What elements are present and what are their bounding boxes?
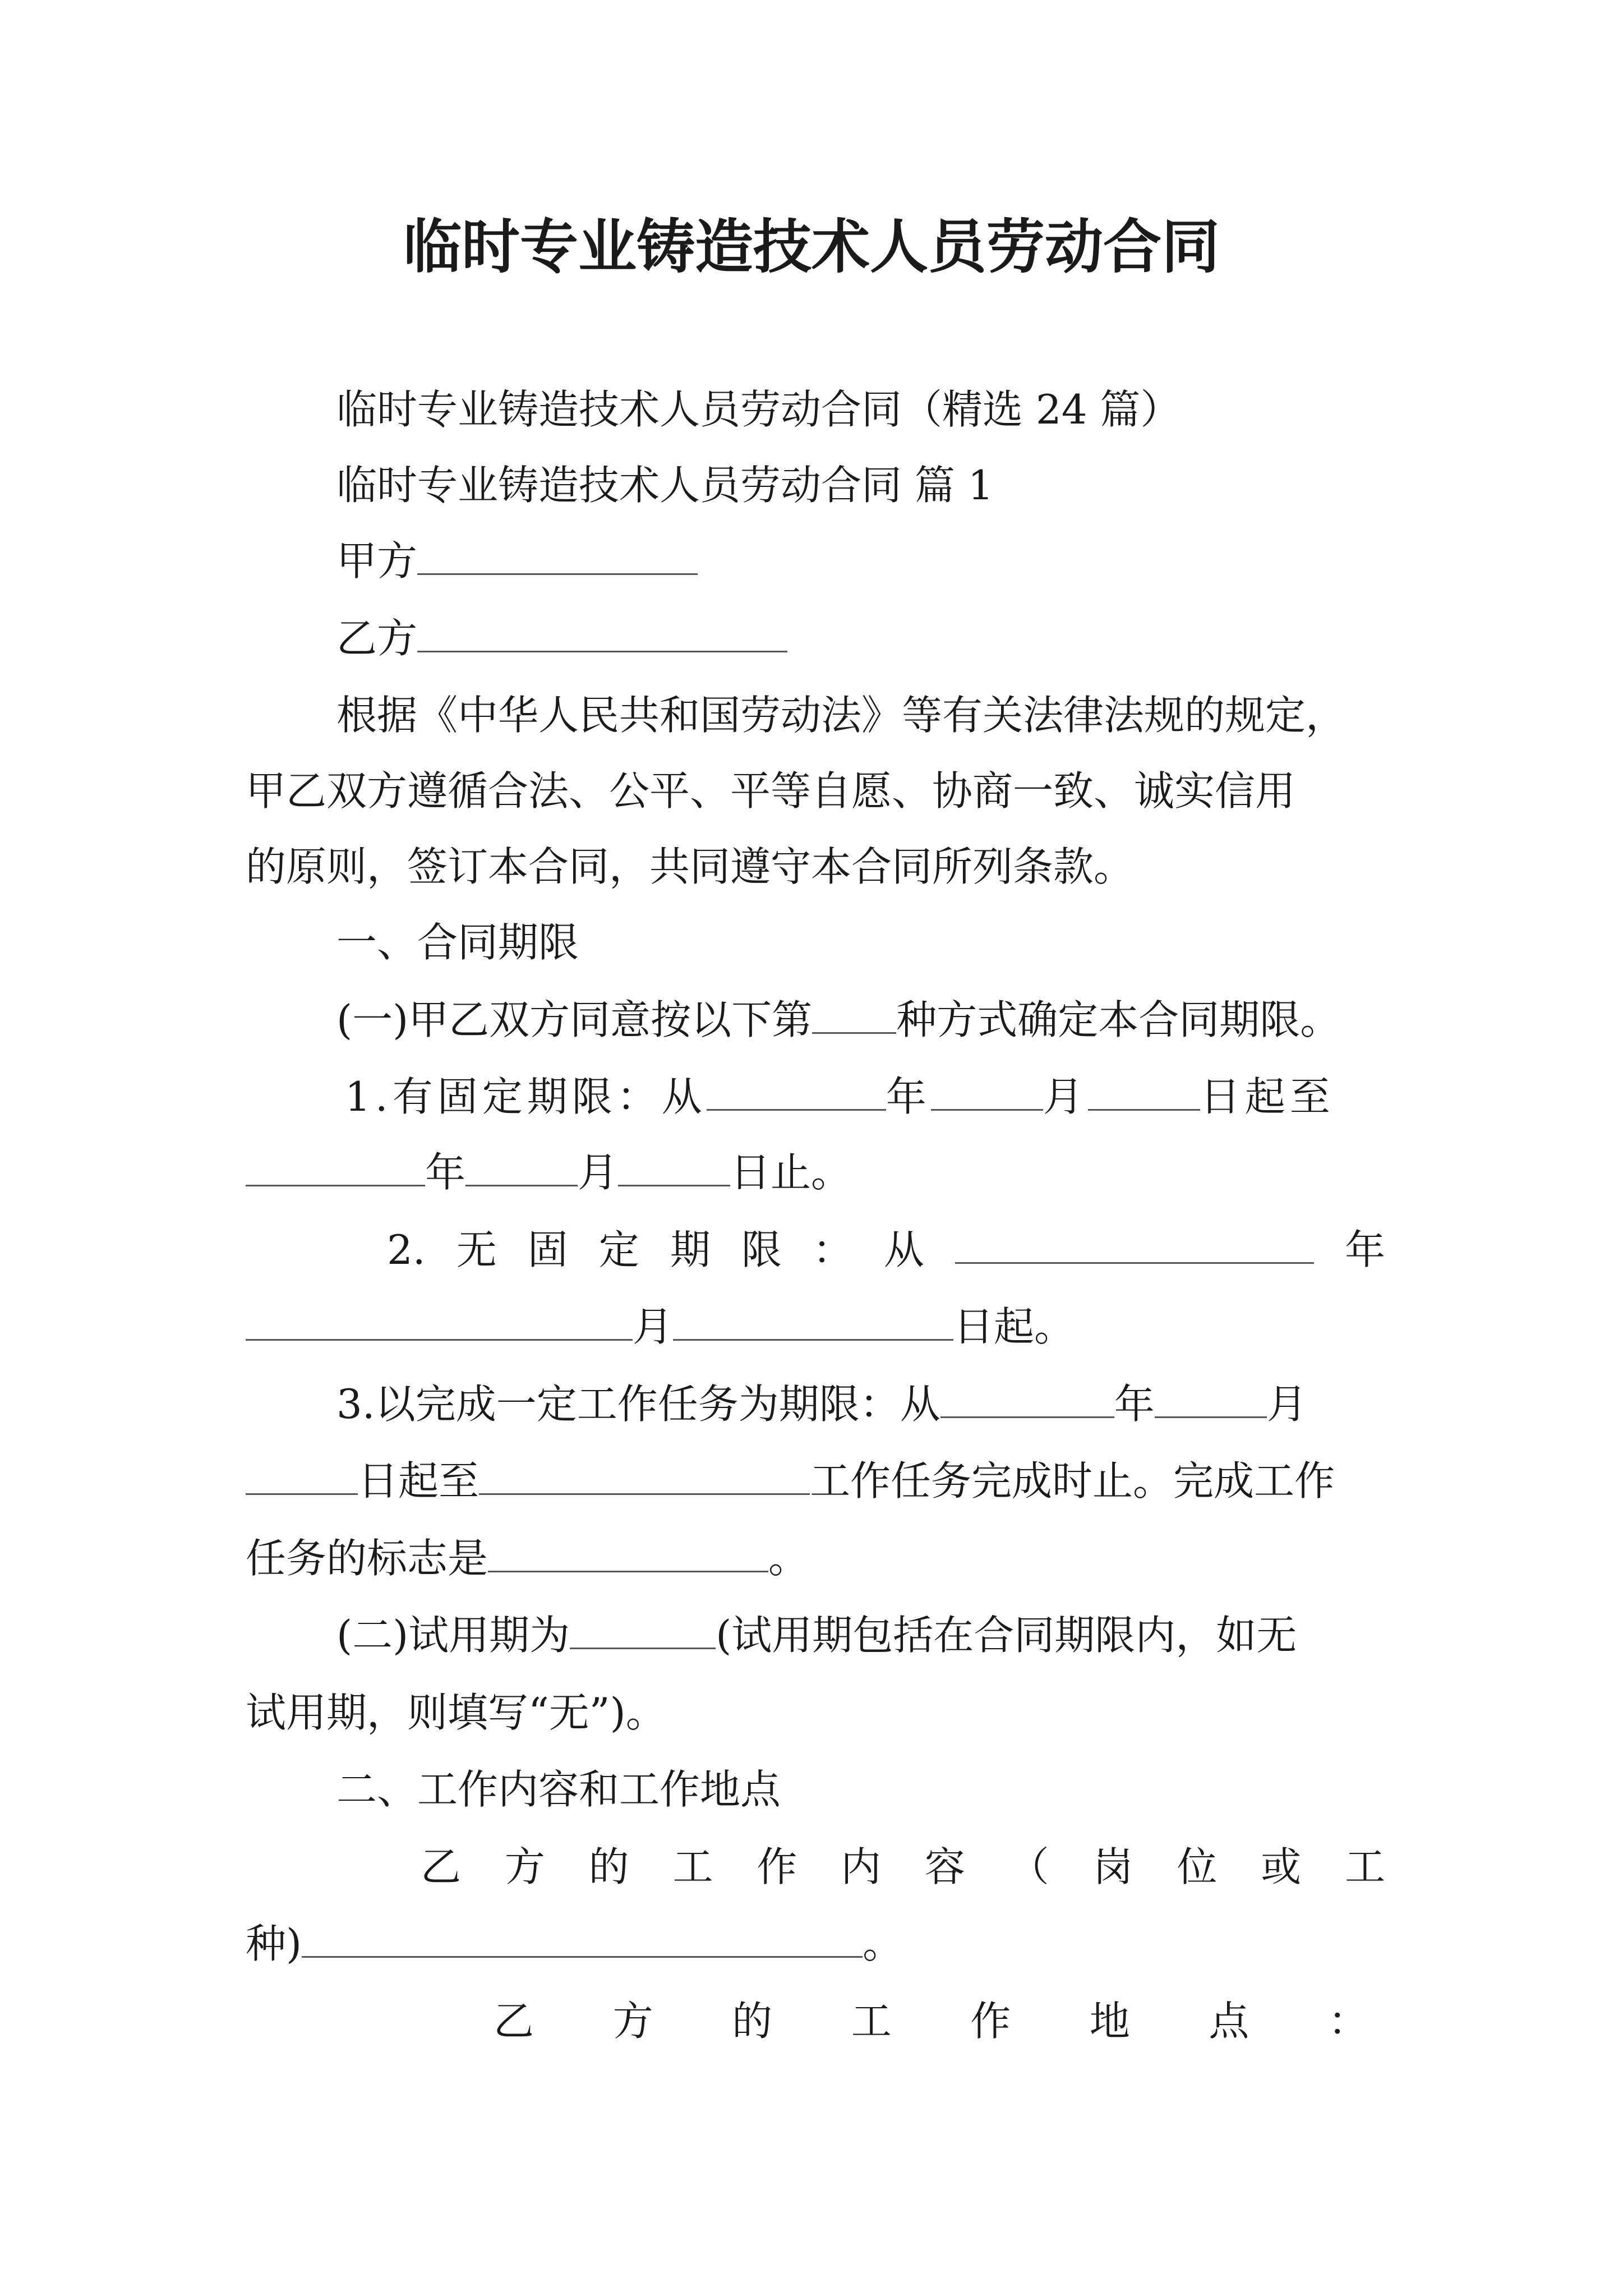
- probation-line-1: [336, 1607, 1297, 1663]
- open-term-char: 期: [670, 1226, 711, 1273]
- work-place-char: 方: [612, 1998, 653, 2045]
- day-from-label: 日起至: [1200, 1073, 1335, 1120]
- probation-blank: [570, 1607, 716, 1649]
- year-label: 年: [425, 1149, 466, 1196]
- task-term-line-1: [336, 1376, 1307, 1432]
- open-term-char: ：: [812, 1226, 853, 1273]
- party-b-blank: [417, 610, 787, 652]
- month-label: 月: [633, 1303, 674, 1350]
- work-content-char: 位: [1177, 1843, 1218, 1890]
- task-term-label: 3.以完成一定工作任务为期限：从: [336, 1381, 940, 1428]
- probation-note: (试用期包括在合同期限内，如无: [716, 1612, 1297, 1659]
- open-term-line-1: [387, 1222, 1385, 1278]
- work-place-char: 点: [1209, 1998, 1249, 2045]
- task-term-line-3: [246, 1530, 809, 1586]
- fixed-to-month-blank: [465, 1144, 578, 1186]
- open-term-line-2: [246, 1299, 1075, 1355]
- open-term-char: 限: [741, 1226, 782, 1273]
- term-clause-1: [336, 992, 1340, 1048]
- fixed-from-day-blank: [1088, 1069, 1200, 1111]
- open-term-char: 固: [527, 1226, 568, 1273]
- task-from-day-blank: [246, 1453, 358, 1495]
- work-content-char: 的: [588, 1843, 629, 1890]
- work-content-char: （: [1008, 1843, 1049, 1890]
- subtitle: 临时专业铸造技术人员劳动合同（精选 24 篇）: [336, 386, 1181, 433]
- party-b-line: [336, 610, 787, 666]
- day-from-label: 日起至: [358, 1457, 479, 1504]
- work-content-char: 方: [504, 1843, 545, 1890]
- period: 。: [768, 1535, 809, 1582]
- open-term-char: 定: [598, 1226, 639, 1273]
- work-place-char: 乙: [494, 1998, 534, 2045]
- work-place-char: 的: [732, 1998, 773, 2045]
- party-a-line: [336, 533, 698, 589]
- work-content-blank: [302, 1916, 863, 1958]
- task-end-text: 工作任务完成时止。完成工作: [810, 1457, 1335, 1504]
- work-content-char: 容: [924, 1843, 965, 1890]
- probation-line-2: 试用期，则填写“无”)。: [246, 1689, 666, 1736]
- work-content-char: 工: [1344, 1843, 1385, 1890]
- open-term-char: 无: [456, 1226, 497, 1273]
- fixed-from-month-blank: [931, 1069, 1043, 1111]
- clause-1-blank: [812, 992, 896, 1034]
- work-place-char: ：: [1327, 1998, 1368, 2045]
- open-term-number: 2.: [387, 1226, 426, 1273]
- work-content-char: 乙: [421, 1843, 462, 1890]
- task-description-blank: [479, 1453, 810, 1495]
- clause-1-text-b: 种方式确定本合同期限。: [896, 996, 1341, 1043]
- open-term-char: 从: [883, 1226, 924, 1273]
- work-content-char: 内: [841, 1843, 882, 1890]
- fixed-to-year-blank: [246, 1144, 425, 1186]
- work-content-line-2: [246, 1916, 903, 1972]
- task-sign-label: 任务的标志是: [246, 1535, 488, 1582]
- month-label: 月: [1266, 1381, 1307, 1428]
- open-from-month-blank: [246, 1299, 633, 1341]
- year-label: 年: [1114, 1381, 1155, 1428]
- work-content-char: 岗: [1092, 1843, 1133, 1890]
- work-heading: 二、工作内容和工作地点: [336, 1766, 781, 1813]
- open-from-day-blank: [673, 1299, 953, 1341]
- work-content-label: 种): [246, 1920, 302, 1967]
- clause-1-text-a: (一)甲乙双方同意按以下第: [336, 996, 813, 1043]
- fixed-from-year-blank: [707, 1069, 886, 1111]
- party-a-label: 甲方: [336, 537, 418, 585]
- task-term-line-2: [246, 1453, 1335, 1509]
- month-label: 月: [1043, 1073, 1088, 1120]
- fixed-term-line-1: [345, 1069, 1335, 1125]
- day-end-label: 日止。: [730, 1149, 852, 1196]
- work-content-char: 或: [1261, 1843, 1302, 1890]
- work-place-line: [494, 1993, 1368, 2049]
- year-label: 年: [886, 1073, 931, 1120]
- section-heading: 临时专业铸造技术人员劳动合同 篇 1: [336, 462, 994, 509]
- task-from-year-blank: [940, 1376, 1114, 1418]
- document-title: 临时专业铸造技术人员劳动合同: [403, 213, 1220, 281]
- task-sign-blank: [488, 1530, 768, 1572]
- intro-line-3: 的原则，签订本合同，共同遵守本合同所列条款。: [246, 843, 1135, 890]
- day-label: 日起。: [953, 1303, 1075, 1350]
- party-b-label: 乙方: [336, 615, 418, 662]
- fixed-term-label: 1.有固定期限：从: [345, 1073, 707, 1120]
- probation-label: (二)试用期为: [336, 1612, 570, 1659]
- open-from-year-blank: [955, 1222, 1314, 1264]
- task-from-month-blank: [1155, 1376, 1267, 1418]
- year-label: 年: [1344, 1226, 1385, 1273]
- work-content-line-1: [421, 1839, 1385, 1895]
- period: 。: [863, 1920, 903, 1967]
- work-place-char: 工: [851, 1998, 892, 2045]
- month-label: 月: [578, 1149, 619, 1196]
- party-a-blank: [417, 533, 698, 575]
- work-place-char: 地: [1089, 1998, 1130, 2045]
- work-content-char: 作: [757, 1843, 797, 1890]
- term-heading: 一、合同期限: [336, 919, 579, 966]
- intro-line-2: 甲乙双方遵循合法、公平、平等自愿、协商一致、诚实信用: [246, 767, 1296, 815]
- fixed-term-line-2: [246, 1144, 851, 1200]
- intro-line-1: 根据《中华人民共和国劳动法》等有关法律法规的规定，: [336, 692, 1347, 739]
- work-content-char: 工: [672, 1843, 713, 1890]
- fixed-to-day-blank: [618, 1144, 730, 1186]
- work-place-char: 作: [970, 1998, 1011, 2045]
